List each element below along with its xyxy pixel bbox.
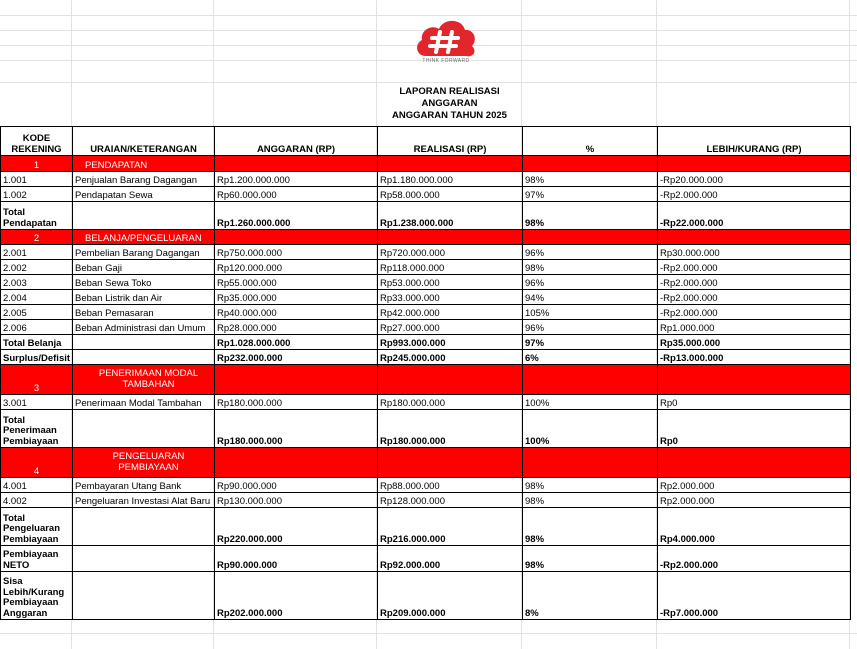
report-title-line3: ANGGARAN TAHUN 2025 xyxy=(392,110,507,121)
uraian-cell[interactable]: Beban Sewa Toko xyxy=(73,275,215,290)
persen-cell[interactable]: 98% xyxy=(523,493,658,508)
section-name-cell[interactable]: PENGELUARAN PEMBIAYAAN xyxy=(73,448,215,478)
anggaran-cell[interactable]: Rp28.000.000 xyxy=(215,320,378,335)
lebih-kurang-cell[interactable]: -Rp13.000.000 xyxy=(658,350,851,365)
persen-cell[interactable]: 96% xyxy=(523,320,658,335)
logo-tagline: THINK FORWARD xyxy=(422,58,470,64)
kode-cell[interactable]: 4.001 xyxy=(1,478,73,493)
total-row xyxy=(1,202,851,230)
realisasi-cell[interactable]: Rp42.000.000 xyxy=(378,305,523,320)
report-title-line1: LAPORAN REALISASI xyxy=(399,86,500,97)
section-empty-cell[interactable] xyxy=(215,448,378,478)
kode-cell[interactable]: Surplus/Defisit xyxy=(1,350,73,365)
lebih-kurang-cell[interactable]: -Rp22.000.000 xyxy=(658,202,851,230)
section-empty-cell[interactable] xyxy=(658,156,851,172)
realisasi-cell[interactable]: Rp58.000.000 xyxy=(378,187,523,202)
lebih-kurang-cell[interactable]: -Rp20.000.000 xyxy=(658,172,851,187)
uraian-cell[interactable]: Penjualan Barang Dagangan xyxy=(73,172,215,187)
realisasi-cell[interactable]: Rp720.000.000 xyxy=(378,245,523,260)
kode-cell[interactable]: 2.004 xyxy=(1,290,73,305)
kode-cell[interactable]: 2.003 xyxy=(1,275,73,290)
section-code-cell[interactable]: 3 xyxy=(1,365,73,395)
kode-cell[interactable]: Total Pengeluaran Pembiayaan xyxy=(1,508,73,546)
section-header-row xyxy=(1,365,851,395)
section-empty-cell[interactable] xyxy=(378,156,523,172)
lebih-kurang-cell[interactable]: Rp35.000.000 xyxy=(658,335,851,350)
section-empty-cell[interactable] xyxy=(523,156,658,172)
section-empty-cell[interactable] xyxy=(658,230,851,245)
table-row xyxy=(1,305,851,320)
persen-cell[interactable]: 100% xyxy=(523,410,658,448)
uraian-cell[interactable] xyxy=(73,335,215,350)
persen-cell[interactable]: 98% xyxy=(523,260,658,275)
realisasi-cell[interactable]: Rp1.238.000.000 xyxy=(378,202,523,230)
anggaran-cell[interactable]: Rp60.000.000 xyxy=(215,187,378,202)
grid-row-line xyxy=(0,82,857,83)
table-row xyxy=(1,395,851,410)
section-code-cell[interactable]: 1 xyxy=(1,156,73,172)
lebih-kurang-cell[interactable]: -Rp2.000.000 xyxy=(658,305,851,320)
kode-cell[interactable]: 1.001 xyxy=(1,172,73,187)
table-row xyxy=(1,260,851,275)
persen-cell[interactable]: 94% xyxy=(523,290,658,305)
persen-cell[interactable]: 97% xyxy=(523,187,658,202)
realisasi-cell[interactable]: Rp245.000.000 xyxy=(378,350,523,365)
persen-cell[interactable]: 6% xyxy=(523,350,658,365)
section-empty-cell[interactable] xyxy=(215,230,378,245)
lebih-kurang-cell[interactable]: -Rp2.000.000 xyxy=(658,290,851,305)
kode-cell[interactable]: Total Penerimaan Pembiayaan xyxy=(1,410,73,448)
kode-cell[interactable]: 2.005 xyxy=(1,305,73,320)
header-anggaran[interactable]: ANGGARAN (RP) xyxy=(215,127,378,156)
realisasi-cell[interactable]: Rp92.000.000 xyxy=(378,546,523,572)
table-row xyxy=(1,478,851,493)
uraian-cell[interactable] xyxy=(73,508,215,546)
section-header-row xyxy=(1,230,851,245)
anggaran-cell[interactable]: Rp1.260.000.000 xyxy=(215,202,378,230)
kode-cell[interactable]: 2.001 xyxy=(1,245,73,260)
realisasi-cell[interactable]: Rp209.000.000 xyxy=(378,572,523,620)
anggaran-cell[interactable]: Rp35.000.000 xyxy=(215,290,378,305)
lebih-kurang-cell[interactable]: -Rp2.000.000 xyxy=(658,260,851,275)
realisasi-cell[interactable]: Rp1.180.000.000 xyxy=(378,172,523,187)
lebih-kurang-cell[interactable]: Rp0 xyxy=(658,395,851,410)
uraian-cell[interactable]: Penerimaan Modal Tambahan xyxy=(73,395,215,410)
persen-cell[interactable]: 98% xyxy=(523,546,658,572)
uraian-cell[interactable]: Beban Gaji xyxy=(73,260,215,275)
report-title-line2: ANGGARAN xyxy=(421,98,478,109)
total-row xyxy=(1,335,851,350)
table-row xyxy=(1,172,851,187)
anggaran-cell[interactable]: Rp180.000.000 xyxy=(215,395,378,410)
realisasi-cell[interactable]: Rp27.000.000 xyxy=(378,320,523,335)
persen-cell[interactable]: 98% xyxy=(523,508,658,546)
anggaran-cell[interactable]: Rp90.000.000 xyxy=(215,546,378,572)
anggaran-cell[interactable]: Rp55.000.000 xyxy=(215,275,378,290)
table-row xyxy=(1,275,851,290)
table-row xyxy=(1,245,851,260)
realisasi-cell[interactable]: Rp88.000.000 xyxy=(378,478,523,493)
header-uraian[interactable]: URAIAN/KETERANGAN xyxy=(73,127,215,156)
section-empty-cell[interactable] xyxy=(378,365,523,395)
anggaran-cell[interactable]: Rp202.000.000 xyxy=(215,572,378,620)
persen-cell[interactable]: 100% xyxy=(523,395,658,410)
table-row xyxy=(1,187,851,202)
lebih-kurang-cell[interactable]: -Rp2.000.000 xyxy=(658,546,851,572)
lebih-kurang-cell[interactable]: -Rp7.000.000 xyxy=(658,572,851,620)
lebih-kurang-cell[interactable]: Rp2.000.000 xyxy=(658,493,851,508)
table-row xyxy=(1,493,851,508)
table-header-row xyxy=(1,127,851,156)
header-kode-rekening[interactable]: KODE REKENING xyxy=(1,127,73,156)
total-row xyxy=(1,508,851,546)
section-empty-cell[interactable] xyxy=(658,448,851,478)
section-empty-cell[interactable] xyxy=(658,365,851,395)
section-header-row xyxy=(1,448,851,478)
kode-cell[interactable]: Sisa Lebih/Kurang Pembiayaan Anggaran xyxy=(1,572,73,620)
lebih-kurang-cell[interactable]: Rp2.000.000 xyxy=(658,478,851,493)
uraian-cell[interactable]: Beban Listrik dan Air xyxy=(73,290,215,305)
realisasi-cell[interactable]: Rp128.000.000 xyxy=(378,493,523,508)
persen-cell[interactable]: 96% xyxy=(523,275,658,290)
persen-cell[interactable]: 8% xyxy=(523,572,658,620)
kode-cell[interactable]: 2.006 xyxy=(1,320,73,335)
uraian-cell[interactable] xyxy=(73,410,215,448)
total-row xyxy=(1,410,851,448)
section-name-cell[interactable]: BELANJA/PENGELUARAN xyxy=(73,230,215,245)
header-lebih-kurang[interactable]: LEBIH/KURANG (RP) xyxy=(658,127,851,156)
persen-cell[interactable]: 98% xyxy=(523,172,658,187)
uraian-cell[interactable]: Pembayaran Utang Bank xyxy=(73,478,215,493)
persen-cell[interactable]: 97% xyxy=(523,335,658,350)
kode-cell[interactable]: 3.001 xyxy=(1,395,73,410)
section-empty-cell[interactable] xyxy=(523,230,658,245)
lebih-kurang-cell[interactable]: -Rp2.000.000 xyxy=(658,275,851,290)
kode-cell[interactable]: 2.002 xyxy=(1,260,73,275)
section-code-cell[interactable]: 2 xyxy=(1,230,73,245)
lebih-kurang-cell[interactable]: Rp1.000.000 xyxy=(658,320,851,335)
realisasi-cell[interactable]: Rp216.000.000 xyxy=(378,508,523,546)
total-row xyxy=(1,572,851,620)
anggaran-cell[interactable]: Rp220.000.000 xyxy=(215,508,378,546)
section-empty-cell[interactable] xyxy=(215,156,378,172)
kode-cell[interactable]: Total Pendapatan xyxy=(1,202,73,230)
realisasi-cell[interactable]: Rp180.000.000 xyxy=(378,410,523,448)
uraian-cell[interactable] xyxy=(73,202,215,230)
anggaran-cell[interactable]: Rp232.000.000 xyxy=(215,350,378,365)
realisasi-cell[interactable]: Rp993.000.000 xyxy=(378,335,523,350)
section-empty-cell[interactable] xyxy=(523,448,658,478)
uraian-cell[interactable]: Beban Administrasi dan Umum xyxy=(73,320,215,335)
total-row xyxy=(1,350,851,365)
uraian-cell[interactable]: Pendapatan Sewa xyxy=(73,187,215,202)
section-code-cell[interactable]: 4 xyxy=(1,448,73,478)
uraian-cell[interactable] xyxy=(73,546,215,572)
kode-cell[interactable]: Total Belanja xyxy=(1,335,73,350)
persen-cell[interactable]: 96% xyxy=(523,245,658,260)
realisasi-cell[interactable]: Rp33.000.000 xyxy=(378,290,523,305)
grid-row-line xyxy=(0,633,857,634)
lebih-kurang-cell[interactable]: -Rp2.000.000 xyxy=(658,187,851,202)
persen-cell[interactable]: 98% xyxy=(523,202,658,230)
anggaran-cell[interactable]: Rp750.000.000 xyxy=(215,245,378,260)
uraian-cell[interactable] xyxy=(73,572,215,620)
anggaran-cell[interactable]: Rp120.000.000 xyxy=(215,260,378,275)
persen-cell[interactable]: 98% xyxy=(523,478,658,493)
section-name-cell[interactable]: PENDAPATAN xyxy=(73,156,215,172)
realisasi-cell[interactable]: Rp118.000.000 xyxy=(378,260,523,275)
anggaran-cell[interactable]: Rp1.200.000.000 xyxy=(215,172,378,187)
section-empty-cell[interactable] xyxy=(215,365,378,395)
anggaran-cell[interactable]: Rp90.000.000 xyxy=(215,478,378,493)
header-realisasi[interactable]: REALISASI (RP) xyxy=(378,127,523,156)
table-row xyxy=(1,290,851,305)
anggaran-cell[interactable]: Rp130.000.000 xyxy=(215,493,378,508)
section-empty-cell[interactable] xyxy=(378,448,523,478)
section-empty-cell[interactable] xyxy=(523,365,658,395)
uraian-cell[interactable]: Pembelian Barang Dagangan xyxy=(73,245,215,260)
uraian-cell[interactable]: Pengeluaran Investasi Alat Baru xyxy=(73,493,215,508)
anggaran-cell[interactable]: Rp1.028.000.000 xyxy=(215,335,378,350)
kode-cell[interactable]: 4.002 xyxy=(1,493,73,508)
lebih-kurang-cell[interactable]: Rp0 xyxy=(658,410,851,448)
anggaran-cell[interactable]: Rp180.000.000 xyxy=(215,410,378,448)
uraian-cell[interactable] xyxy=(73,350,215,365)
realisasi-cell[interactable]: Rp180.000.000 xyxy=(378,395,523,410)
realisasi-cell[interactable]: Rp53.000.000 xyxy=(378,275,523,290)
budget-realization-table xyxy=(0,126,851,620)
uraian-cell[interactable]: Beban Pemasaran xyxy=(73,305,215,320)
section-name-cell[interactable]: PENERIMAAN MODAL TAMBAHAN xyxy=(73,365,215,395)
kode-cell[interactable]: Pembiayaan NETO xyxy=(1,546,73,572)
table-row xyxy=(1,320,851,335)
total-row xyxy=(1,546,851,572)
section-header-row xyxy=(1,156,851,172)
kode-cell[interactable]: 1.002 xyxy=(1,187,73,202)
persen-cell[interactable]: 105% xyxy=(523,305,658,320)
lebih-kurang-cell[interactable]: Rp30.000.000 xyxy=(658,245,851,260)
header-persen[interactable]: % xyxy=(523,127,658,156)
section-empty-cell[interactable] xyxy=(378,230,523,245)
lebih-kurang-cell[interactable]: Rp4.000.000 xyxy=(658,508,851,546)
anggaran-cell[interactable]: Rp40.000.000 xyxy=(215,305,378,320)
